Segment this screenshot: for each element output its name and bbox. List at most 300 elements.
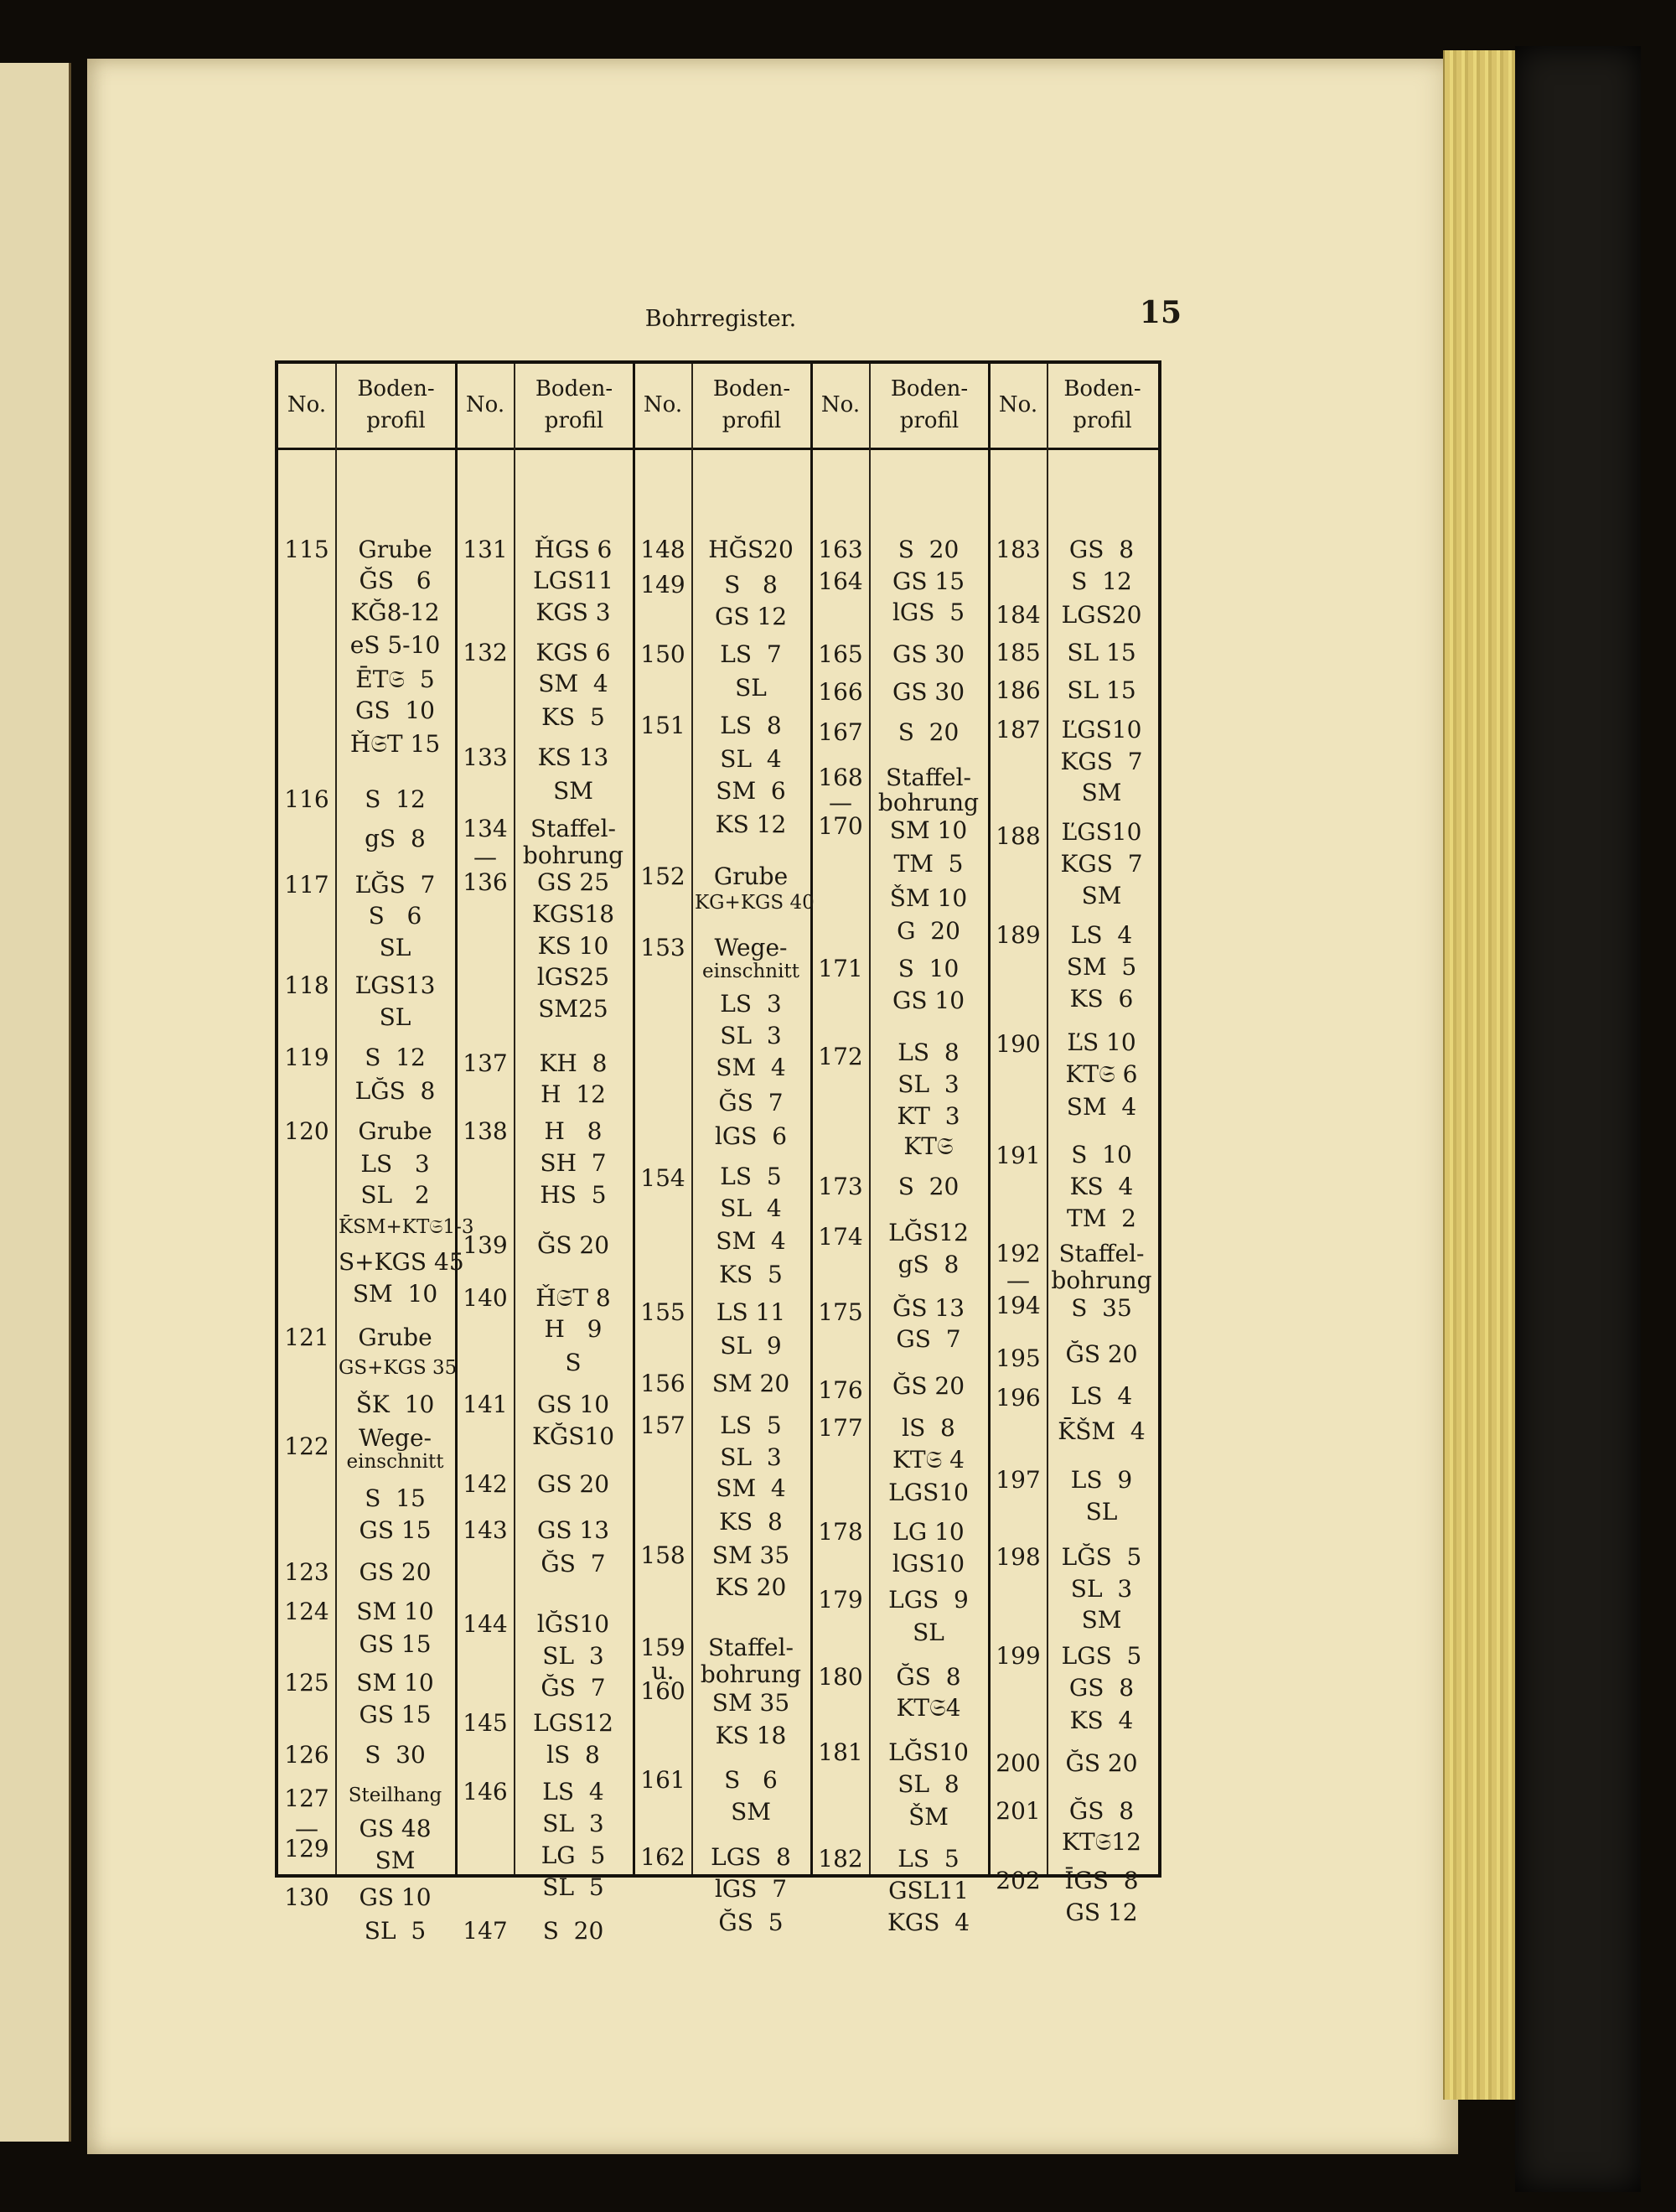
bodenprofil-entry: SL 4	[720, 745, 782, 773]
bohr-number: 117	[284, 871, 329, 899]
bodenprofil-entry: S 6	[724, 1766, 778, 1794]
bohr-number: 153	[640, 934, 685, 961]
header-no: No.	[998, 392, 1038, 418]
bodenprofil-entry: LS 3	[720, 990, 782, 1018]
bodenprofil-entry: Wege-	[358, 1424, 432, 1452]
bodenprofil-entry: SL 5	[364, 1917, 427, 1945]
bodenprofil-entry: SM 10	[356, 1669, 434, 1697]
header-no: No.	[287, 392, 327, 418]
bodenprofil-entry: ĞS 20	[536, 1231, 610, 1259]
bodenprofil-entry: SM	[375, 1847, 416, 1874]
bohr-number: 141	[463, 1391, 508, 1418]
bodenprofil-entry: S 12	[365, 1044, 426, 1071]
bohr-number: 201	[996, 1797, 1041, 1825]
bodenprofil-entry: LGS11	[533, 567, 613, 594]
bodenprofil-entry: KS 8	[719, 1508, 783, 1536]
bodenprofil-entry: ĞS 20	[1065, 1749, 1138, 1777]
bodenprofil-entry: lGS 5	[892, 598, 965, 626]
bohr-number: 199	[996, 1642, 1041, 1670]
bodenprofil-entry: LGS12	[533, 1709, 613, 1737]
bohr-number: 134	[463, 815, 508, 842]
bodenprofil-entry: LGS10	[888, 1479, 969, 1506]
bohr-number: 120	[284, 1117, 329, 1145]
bohr-number: 136	[463, 868, 508, 896]
header-bodenprofil: Boden- profil	[1063, 376, 1141, 433]
bodenprofil-entry: G 20	[897, 917, 960, 945]
bohr-number: 184	[996, 601, 1041, 629]
column-rule	[1047, 364, 1048, 1874]
bodenprofil-entry: GSL11	[888, 1877, 969, 1904]
bodenprofil-entry: ĽGS10	[1061, 716, 1142, 743]
bohr-number: 194	[996, 1292, 1041, 1319]
bohr-number: 118	[284, 971, 329, 999]
bohr-number: 188	[996, 822, 1041, 850]
bodenprofil-entry: SM 4	[716, 1054, 786, 1081]
bodenprofil-entry: ŠM 10	[889, 884, 968, 912]
bohr-number: 160	[640, 1677, 685, 1705]
bodenprofil-entry: GS 12	[1065, 1899, 1138, 1926]
bohr-number: 127	[284, 1785, 329, 1812]
bodenprofil-entry: KS 4	[1069, 1173, 1134, 1200]
bodenprofil-entry: Staffel-	[885, 764, 971, 791]
bodenprofil-entry: S 10	[1071, 1141, 1132, 1168]
bodenprofil-entry: KS 4	[1069, 1707, 1134, 1734]
bodenprofil-entry: S 20	[897, 718, 960, 746]
bohr-number: 131	[463, 536, 508, 563]
bodenprofil-entry: eS 5-10	[349, 631, 441, 659]
bohr-number: 126	[284, 1741, 329, 1769]
bodenprofil-entry: KGS 4	[887, 1909, 970, 1936]
bodenprofil-entry: SM 20	[711, 1370, 790, 1397]
bodenprofil-entry: SM 4	[538, 670, 608, 697]
bohr-number: 122	[284, 1432, 329, 1460]
bodenprofil-entry: lGS25	[536, 963, 610, 991]
bohr-number: 176	[818, 1376, 863, 1404]
bodenprofil-entry: Grube	[713, 863, 789, 890]
bodenprofil-entry: HĞS20	[708, 536, 794, 563]
bodenprofil-entry: SM	[731, 1798, 771, 1826]
bodenprofil-entry: LS 7	[720, 640, 782, 668]
bohr-number: —	[473, 843, 497, 871]
bodenprofil-entry: S 10	[897, 955, 960, 982]
column-header	[812, 364, 990, 450]
bohr-number: 157	[640, 1412, 685, 1439]
bodenprofil-entry: KT 3	[897, 1102, 960, 1130]
bohr-number: 185	[996, 639, 1041, 666]
bohr-number: 129	[284, 1835, 329, 1862]
bodenprofil-entry: S 20	[897, 1173, 960, 1200]
column-group-2	[457, 364, 634, 1945]
bohr-number: 138	[463, 1117, 508, 1145]
header-bodenprofil: Boden- profil	[535, 376, 613, 433]
bohr-number: 170	[818, 812, 863, 840]
bodenprofil-entry: Ȟ𝔖T 15	[349, 730, 441, 758]
bodenprofil-entry: ĞS 7	[541, 1674, 606, 1702]
bodenprofil-entry: KGS 7	[1060, 850, 1143, 878]
bohr-number: 182	[818, 1845, 863, 1873]
bodenprofil-entry: GS 15	[359, 1701, 432, 1728]
bodenprofil-entry: KS 13	[537, 743, 609, 771]
header-bodenprofil: Boden- profil	[890, 376, 969, 433]
bodenprofil-entry: GS 20	[359, 1558, 432, 1586]
bodenprofil-entry: LĞS12	[888, 1219, 969, 1246]
bodenprofil-entry: SM 10	[352, 1280, 438, 1308]
bohr-number: 115	[284, 536, 329, 563]
bodenprofil-entry: LS 4	[1070, 921, 1133, 949]
column-header	[634, 364, 812, 450]
bohr-number: 116	[284, 785, 329, 813]
bodenprofil-entry: SL 3	[1070, 1575, 1133, 1603]
bohr-number: 198	[996, 1543, 1041, 1571]
bodenprofil-entry: SL 3	[542, 1810, 604, 1837]
bodenprofil-entry: lĞS10	[536, 1610, 610, 1638]
bodenprofil-entry: S 30	[365, 1741, 426, 1769]
bodenprofil-entry: KĞ8-12	[350, 598, 440, 626]
bohr-number: 148	[640, 536, 685, 563]
bodenprofil-entry: ĞS 20	[1065, 1340, 1138, 1368]
bodenprofil-entry: GS 48	[359, 1815, 432, 1842]
bodenprofil-entry: GS 30	[892, 678, 965, 706]
bodenprofil-entry: Steilhang	[348, 1785, 442, 1806]
bodenprofil-entry: ŠM	[908, 1803, 949, 1831]
bohr-number: 171	[818, 955, 863, 982]
bohr-number: 190	[996, 1030, 1041, 1058]
header-no: No.	[820, 392, 861, 418]
bodenprofil-entry: GS 15	[359, 1516, 432, 1544]
bodenprofil-entry: KT𝔖4	[896, 1694, 961, 1722]
bohr-number: 156	[640, 1370, 685, 1397]
bohr-number: 178	[818, 1518, 863, 1546]
bohr-number: 161	[640, 1766, 685, 1794]
bodenprofil-entry: gS 8	[365, 825, 426, 852]
column-header	[990, 364, 1158, 450]
bodenprofil-entry: ĽS 10	[1067, 1028, 1136, 1056]
bohr-number: 123	[284, 1558, 329, 1586]
bodenprofil-entry: LS 4	[1070, 1382, 1133, 1410]
bodenprofil-entry: LĞS 5	[1061, 1543, 1142, 1571]
bodenprofil-entry: GS 10	[359, 1883, 432, 1911]
bohr-number: 162	[640, 1843, 685, 1871]
bodenprofil-entry: LS 4	[542, 1778, 604, 1805]
bodenprofil-entry: bohrung	[1051, 1267, 1152, 1294]
bohr-number: 144	[463, 1610, 508, 1638]
bodenprofil-entry: SL	[379, 1003, 411, 1031]
bohr-number: 137	[463, 1049, 508, 1077]
bodenprofil-entry: KS 5	[541, 703, 605, 731]
bodenprofil-entry: SH 7	[540, 1149, 607, 1177]
bohr-number: 145	[463, 1709, 508, 1737]
bodenprofil-entry: lS 8	[902, 1414, 955, 1442]
bohr-number: 139	[463, 1231, 508, 1259]
header-no: No.	[465, 392, 505, 418]
bodenprofil-entry: ĞS 8	[1068, 1797, 1135, 1825]
bodenprofil-entry: SM 4	[716, 1227, 786, 1255]
header-no: No.	[643, 392, 683, 418]
bodenprofil-entry: KG+KGS 40	[695, 892, 815, 914]
column-group-1	[278, 364, 474, 1945]
bodenprofil-entry: lGS 7	[714, 1875, 788, 1903]
bodenprofil-entry: gS 8	[897, 1251, 960, 1278]
bodenprofil-entry: KT𝔖 6	[1065, 1060, 1138, 1088]
bodenprofil-entry: SL 5	[542, 1873, 604, 1901]
bodenprofil-entry: KGS 6	[535, 639, 611, 666]
bodenprofil-entry: GS+KGS 35	[339, 1357, 458, 1379]
bohr-number: 140	[463, 1284, 508, 1312]
bohr-number: 147	[463, 1917, 508, 1945]
bodenprofil-entry: KS 20	[715, 1573, 787, 1601]
bodenprofil-entry: ȞGS 6	[534, 536, 613, 563]
bodenprofil-entry: GS 25	[536, 868, 610, 896]
bohr-number: 200	[996, 1749, 1041, 1777]
bohr-number: 172	[818, 1043, 863, 1070]
bodenprofil-entry: ĞS 13	[892, 1294, 965, 1322]
bohr-number: 133	[463, 743, 508, 771]
bodenprofil-entry: ĽGS10	[1061, 818, 1142, 846]
bohr-number: 202	[996, 1867, 1041, 1894]
bohr-number: 125	[284, 1669, 329, 1697]
bodenprofil-entry: SL	[735, 674, 767, 702]
bohr-number: 166	[818, 678, 863, 706]
bodenprofil-entry: SL	[379, 934, 411, 961]
bodenprofil-entry: GS 12	[714, 603, 788, 630]
column-rule	[335, 364, 337, 1874]
bodenprofil-entry: SM	[1081, 779, 1122, 806]
bodenprofil-entry: SM	[1081, 882, 1122, 909]
bodenprofil-entry: TM 5	[893, 850, 964, 878]
bodenprofil-entry: SL 4	[720, 1194, 782, 1222]
bodenprofil-entry: Grube	[358, 536, 432, 563]
bohr-number: 150	[640, 640, 685, 668]
bodenprofil-entry: S+KGS 45	[339, 1248, 464, 1276]
column-header	[278, 364, 457, 450]
bodenprofil-entry: ĞS 7	[718, 1089, 784, 1116]
bohr-number: 192	[996, 1240, 1041, 1267]
bodenprofil-entry: ĞS 20	[892, 1372, 965, 1400]
header-bodenprofil: Boden- profil	[712, 376, 791, 433]
bohr-number: u.	[651, 1657, 675, 1685]
bodenprofil-entry: LGS20	[1061, 601, 1142, 629]
bohr-number: 132	[463, 639, 508, 666]
bodenprofil-entry: SL 2	[360, 1181, 430, 1209]
bodenprofil-entry: SL 8	[897, 1770, 960, 1798]
bodenprofil-entry: LS 5	[720, 1163, 782, 1190]
bodenprofil-entry: S 12	[365, 785, 426, 813]
bodenprofil-entry: LGS 8	[711, 1843, 791, 1871]
bodenprofil-entry: LĞS 8	[354, 1077, 436, 1105]
bodenprofil-entry: SM 10	[356, 1598, 434, 1625]
bodenprofil-entry: GS 7	[896, 1325, 961, 1353]
bohr-number: 181	[818, 1738, 863, 1766]
running-title: Bohrregister.	[644, 306, 797, 332]
bodenprofil-entry: KGS 3	[535, 598, 611, 626]
bodenprofil-entry: einschnitt	[346, 1451, 444, 1473]
bodenprofil-entry: GS 13	[536, 1516, 610, 1544]
column-rule	[514, 364, 515, 1874]
bodenprofil-entry: SL	[1085, 1498, 1118, 1526]
bodenprofil-entry: KS 18	[715, 1722, 787, 1749]
bohr-number: 124	[284, 1598, 329, 1625]
bohr-number: 168	[818, 764, 863, 791]
bohr-number: —	[829, 789, 852, 816]
bohr-number: 151	[640, 712, 685, 739]
bodenprofil-entry: Staffel-	[530, 815, 616, 842]
column-group-4	[812, 364, 990, 1936]
bodenprofil-entry: SM 6	[716, 777, 786, 805]
bodenprofil-entry: GS 8	[1068, 536, 1135, 563]
column-rule	[869, 364, 871, 1874]
bodenprofil-entry: GS 10	[892, 987, 965, 1014]
bohr-number: 180	[818, 1663, 863, 1691]
bodenprofil-entry: LS 9	[1070, 1466, 1133, 1494]
bohr-number: 164	[818, 567, 863, 595]
bodenprofil-entry: S 15	[365, 1484, 426, 1512]
bodenprofil-entry: KH 8	[539, 1049, 608, 1077]
bohr-number: 121	[284, 1324, 329, 1351]
bohr-number: 159	[640, 1634, 685, 1661]
bohr-number: 177	[818, 1414, 863, 1442]
bodenprofil-entry: Staffel-	[1058, 1240, 1145, 1267]
bodenprofil-entry: einschnitt	[702, 961, 799, 982]
bodenprofil-entry: Grube	[358, 1324, 432, 1351]
bodenprofil-entry: SM 5	[1066, 953, 1137, 981]
bodenprofil-entry: S	[565, 1349, 582, 1376]
column-group-5	[990, 364, 1158, 1926]
bohr-number: 197	[996, 1466, 1041, 1494]
bohr-number: —	[1006, 1267, 1030, 1294]
bohr-number: 195	[996, 1344, 1041, 1372]
bodenprofil-entry: ĪGS 8	[1064, 1867, 1139, 1894]
bodenprofil-entry: ĞS 5	[718, 1909, 784, 1936]
bohr-number: 152	[640, 863, 685, 890]
bodenprofil-entry: S 20	[897, 536, 960, 563]
bodenprofil-entry: SM25	[538, 995, 608, 1023]
bodenprofil-entry: LS 3	[360, 1150, 430, 1178]
bodenprofil-entry: bohrung	[700, 1660, 802, 1688]
bodenprofil-entry: KS 10	[537, 932, 609, 960]
bodenprofil-entry: SL 15	[1067, 676, 1136, 704]
bodenprofil-entry: Ȟ𝔖T 8	[535, 1284, 611, 1312]
header-bodenprofil: Boden- profil	[357, 376, 435, 433]
bohr-number: 130	[284, 1883, 329, 1911]
bodenprofil-entry: ĞS 8	[896, 1663, 961, 1691]
bohr-number: 143	[463, 1516, 508, 1544]
book-cover	[1515, 46, 1641, 2192]
bodenprofil-entry: TM 2	[1067, 1204, 1136, 1232]
bodenprofil-entry: LG 10	[892, 1518, 965, 1546]
bodenprofil-entry: Grube	[358, 1117, 432, 1145]
bohr-number: 146	[463, 1778, 508, 1805]
bodenprofil-entry: SL 15	[1067, 639, 1136, 666]
bodenprofil-entry: K̄SM+KT𝔖1-3	[339, 1216, 474, 1238]
bodenprofil-entry: KT𝔖 4	[892, 1446, 965, 1474]
bodenprofil-entry: LS 5	[897, 1845, 960, 1873]
bodenprofil-entry: bohrung	[877, 789, 980, 816]
bodenprofil-entry: KT𝔖	[903, 1132, 954, 1160]
bohr-number: 149	[640, 571, 685, 598]
bodenprofil-entry: SL 3	[720, 1022, 782, 1049]
bodenprofil-entry: SM 4	[1066, 1093, 1137, 1121]
bodenprofil-entry: LG 5	[541, 1842, 606, 1869]
bodenprofil-entry: GS 30	[892, 640, 965, 668]
bodenprofil-entry: KS 6	[1069, 985, 1134, 1013]
bohr-number: 186	[996, 676, 1041, 704]
bodenprofil-entry: SL 3	[542, 1642, 604, 1670]
bodenprofil-entry: SL 9	[720, 1332, 782, 1360]
bohr-number: 174	[818, 1223, 863, 1251]
bodenprofil-entry: SL	[913, 1619, 944, 1646]
bodenprofil-entry: LĞS10	[888, 1738, 969, 1766]
left-page-edge	[0, 63, 71, 2142]
bodenprofil-entry: S 8	[724, 571, 778, 598]
bodenprofil-entry: GS 15	[892, 567, 965, 595]
bodenprofil-entry: LGS 9	[888, 1586, 969, 1614]
bodenprofil-entry: SM	[553, 777, 593, 805]
bodenprofil-entry: LS 8	[897, 1039, 960, 1066]
bodenprofil-entry: SM 35	[711, 1689, 790, 1717]
bodenprofil-entry: ĒT𝔖 5	[355, 666, 435, 693]
bodenprofil-entry: KT𝔖12	[1062, 1828, 1141, 1856]
column-rule	[691, 364, 693, 1874]
bodenprofil-entry: ĽGS13	[354, 971, 436, 999]
bohr-number: 189	[996, 921, 1041, 949]
bohr-number: 119	[284, 1044, 329, 1071]
bodenprofil-entry: SM 35	[711, 1541, 790, 1569]
bodenprofil-entry: GS 10	[536, 1391, 610, 1418]
bohr-number: 154	[640, 1164, 685, 1192]
bodenprofil-entry: KGS 7	[1060, 748, 1143, 775]
bodenprofil-entry: H 9	[544, 1315, 603, 1343]
column-header	[457, 364, 634, 450]
bodenprofil-entry: ĞS 6	[359, 567, 432, 594]
bodenprofil-entry: SL 3	[897, 1070, 960, 1098]
bohr-number: 155	[640, 1298, 685, 1326]
bodenprofil-entry: lGS 6	[714, 1122, 788, 1150]
bodenprofil-entry: LGS 5	[1061, 1642, 1142, 1670]
bodenprofil-entry: ĞS 7	[541, 1550, 606, 1577]
page-number: 15	[1139, 295, 1182, 330]
bodenprofil-entry: S 35	[1071, 1294, 1132, 1322]
bodenprofil-entry: LS 8	[720, 712, 782, 739]
bodenprofil-entry: SM	[1081, 1606, 1122, 1634]
bodenprofil-entry: S 6	[368, 902, 422, 930]
bodenprofil-entry: GS 10	[355, 697, 435, 724]
bohrregister-table	[275, 360, 1161, 1945]
bodenprofil-entry: KGS18	[531, 900, 615, 928]
bodenprofil-entry: ĽĞS 7	[354, 871, 436, 899]
bohr-number: —	[295, 1815, 318, 1842]
bodenprofil-entry: lGS10	[892, 1550, 965, 1577]
column-group-3	[634, 364, 815, 1936]
bodenprofil-entry: GS 20	[536, 1470, 610, 1498]
bodenprofil-entry: HS 5	[540, 1181, 607, 1209]
bohr-number: 167	[818, 718, 863, 746]
bodenprofil-entry: LS 11	[716, 1298, 786, 1326]
bodenprofil-entry: ŠK 10	[355, 1391, 435, 1418]
bohr-number: 175	[818, 1298, 863, 1326]
bodenprofil-entry: SM 4	[716, 1474, 786, 1502]
bohr-number: 163	[818, 536, 863, 563]
bohr-number: 183	[996, 536, 1041, 563]
bodenprofil-entry: H 8	[544, 1117, 603, 1145]
bohr-number: 196	[996, 1384, 1041, 1412]
bohr-number: 179	[818, 1586, 863, 1614]
bodenprofil-entry: lS 8	[546, 1741, 600, 1769]
bodenprofil-entry: H 12	[541, 1080, 606, 1108]
bodenprofil-entry: SL 3	[720, 1443, 782, 1471]
bohr-number: 191	[996, 1142, 1041, 1169]
bodenprofil-entry: bohrung	[522, 842, 624, 869]
bodenprofil-entry: KS 12	[715, 811, 787, 838]
